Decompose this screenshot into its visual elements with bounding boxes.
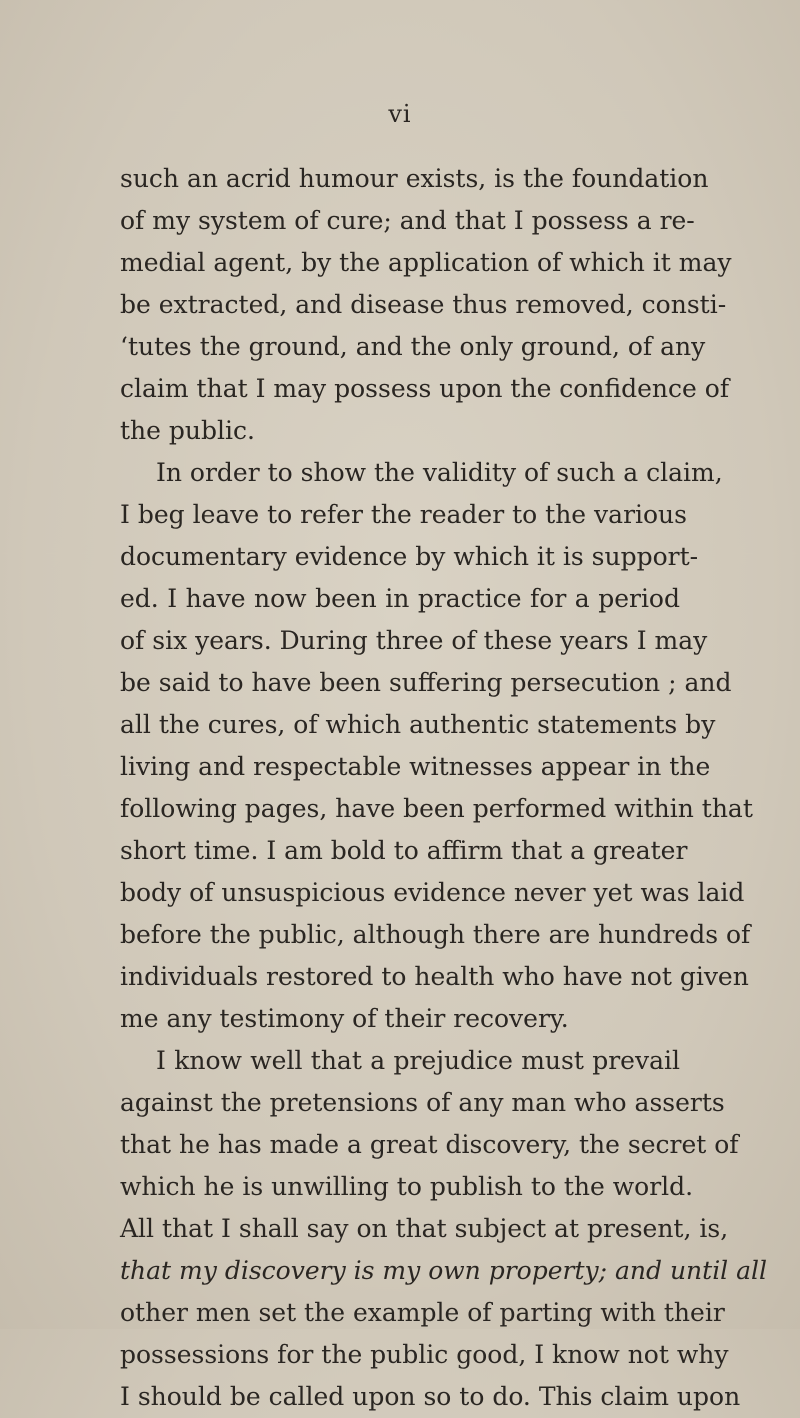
text-line: that he has made a great discovery, the secret of [120, 1130, 739, 1159]
text-line: following pages, have been performed within that [120, 794, 753, 823]
text-line: before the public, although there are hundreds of [120, 920, 751, 949]
paragraph-2 [120, 452, 753, 1040]
text-line: documentary evidence by which it is support- [120, 542, 699, 571]
text-line: ed. I have now been in practice for a period [120, 584, 680, 613]
paragraph-3 [120, 1040, 768, 1418]
text-line: In order to show the validity of such a claim, [156, 458, 723, 487]
text-line: I beg leave to refer the reader to the various [120, 500, 687, 529]
text-line: I should be called upon so to do. This claim upon [120, 1382, 741, 1411]
text-line: claim that I may possess upon the confidence of [120, 374, 730, 403]
text-line: that my discovery is my own property; and until all [120, 1256, 768, 1285]
text-line: short time. I am bold to affirm that a greater [120, 836, 688, 865]
paragraph-1 [120, 158, 732, 452]
text-line: body of unsuspicious evidence never yet was laid [120, 878, 745, 907]
text-line: ‘tutes the ground, and the only ground, of any [120, 332, 706, 361]
text-line: possessions for the public good, I know not why [120, 1340, 729, 1369]
text-line: be said to have been suffering persecution ; and [120, 668, 732, 697]
text-line: I know well that a prejudice must prevail [156, 1046, 680, 1075]
text-line: such an acrid humour exists, is the foundation [120, 164, 709, 193]
text-line: against the pretensions of any man who asserts [120, 1088, 725, 1117]
text-line: be extracted, and disease thus removed, consti- [120, 290, 727, 319]
text-line: of my system of cure; and that I possess a re- [120, 206, 695, 235]
page-number: vi [388, 100, 412, 128]
text-line: other men set the example of parting with their [120, 1298, 725, 1327]
text-line: all the cures, of which authentic statements by [120, 710, 716, 739]
body-text [120, 158, 768, 1418]
text-line: of six years. During three of these years I may [120, 626, 708, 655]
text-line: me any testimony of their recovery. [120, 1004, 569, 1033]
text-line: individuals restored to health who have not given [120, 962, 749, 991]
text-line: medial agent, by the application of which it may [120, 248, 732, 277]
text-line: the public. [120, 416, 255, 445]
text-line: All that I shall say on that subject at present, is, [120, 1214, 729, 1243]
text-line: which he is unwilling to publish to the world. [120, 1172, 694, 1201]
text-line: living and respectable witnesses appear in the [120, 752, 711, 781]
